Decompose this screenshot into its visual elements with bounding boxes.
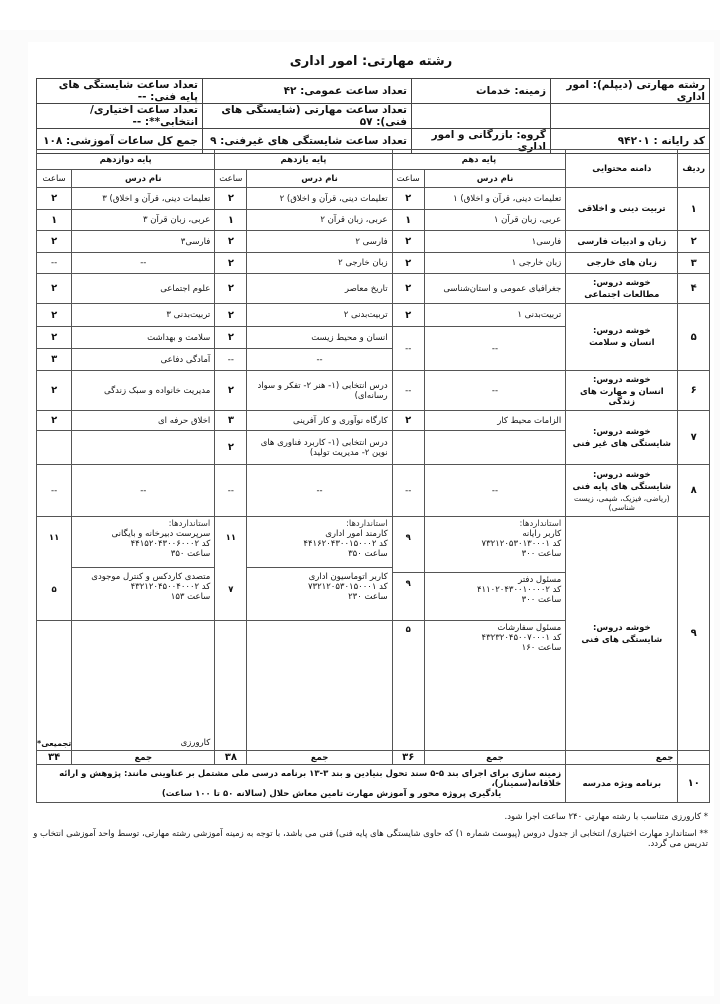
standard-name: کاربر رایانه bbox=[522, 529, 562, 539]
course-cell: آمادگی دفاعی bbox=[72, 349, 215, 371]
row-number: ۷ bbox=[678, 411, 710, 465]
course-cell: -- bbox=[424, 465, 565, 517]
standards-label: استانداردها: bbox=[519, 519, 562, 529]
hours-cell: ۲ bbox=[215, 253, 247, 274]
sum-label: جمع bbox=[566, 751, 678, 765]
course-cell: الزامات محیط کار bbox=[424, 411, 565, 431]
hours-cell: ۲ bbox=[37, 327, 72, 349]
hours-cell: -- bbox=[392, 371, 424, 411]
standard-name: متصدی کاردکس و کنترل موجودی bbox=[91, 572, 211, 582]
course-cell: تعلیمات دینی، قرآن و اخلاق) ۳ bbox=[72, 188, 215, 210]
hours-cell: ۲ bbox=[392, 274, 424, 304]
standard-name: مسئول سفارشات bbox=[497, 623, 562, 633]
standard-code: کد ۴۱۱۰۲۰۴۳۰۰۱۰۰۰۰۲ bbox=[476, 585, 562, 595]
hours-cell bbox=[392, 621, 424, 751]
course-cell: فارسی ۲ bbox=[247, 231, 392, 253]
course-cell: درس انتخابی (۱- کاربرد فناوری های نوین ۲- مدیریت تولید) bbox=[247, 431, 392, 465]
domain-line: خوشه دروس: bbox=[593, 277, 651, 288]
domain-cell bbox=[566, 274, 678, 304]
domain-line: خوشه دروس: bbox=[593, 326, 651, 336]
domain-cell bbox=[566, 465, 678, 517]
hours-header: ساعت bbox=[392, 170, 424, 188]
row-number: ۸ bbox=[678, 465, 710, 517]
hours-cell: ۱ bbox=[392, 210, 424, 231]
hours-cell: ۲ bbox=[215, 188, 247, 210]
row-number: ۲ bbox=[678, 231, 710, 253]
domain-cell: برنامه ویژه مدرسه bbox=[566, 765, 678, 803]
course-cell: کارورزی bbox=[72, 621, 215, 751]
sum-label: جمع bbox=[424, 751, 565, 765]
course-cell: -- bbox=[424, 327, 565, 371]
standard-code: کد ۷۳۲۱۲۰۵۳۰۱۳۰۰۰۱ bbox=[481, 539, 562, 549]
domain-line: شایستگی های غیر فنی bbox=[572, 438, 671, 449]
header-field: تعداد ساعت اختیاری/ انتخابی**: -- bbox=[37, 104, 203, 129]
hours-cell: -- bbox=[392, 327, 424, 371]
hours-cell: -- bbox=[392, 465, 424, 517]
footnote: ** استاندارد مهارت اختیاری/ انتخابی از جدول دروس (پیوست شماره ۱) که حاوی شایستگی های پایه فنی) فنی می باشد، با توجه به زمینه آموزشی رشته مهارتی، توسط واحد آموزشی انتخاب و تدریس می گردد. bbox=[33, 829, 708, 849]
domain-line: (ریاضی، فیزیک، شیمی، زیست شناسی) bbox=[573, 493, 670, 512]
course-cell: انسان و محیط زیست bbox=[247, 327, 392, 349]
domain-cell bbox=[566, 304, 678, 371]
hours-cell: ۲ bbox=[37, 231, 72, 253]
course-cell: سلامت و بهداشت bbox=[72, 327, 215, 349]
hours-value: ۵ bbox=[405, 625, 411, 635]
hours-cell: ۲ bbox=[37, 411, 72, 431]
col-header-domain: دامنه محتوایی bbox=[566, 150, 678, 188]
course-cell: تربیت‌بدنی ۱ bbox=[424, 304, 565, 327]
course-cell: فارسی۱ bbox=[424, 231, 565, 253]
row-number: ۳ bbox=[678, 253, 710, 274]
course-cell: تاریخ معاصر bbox=[247, 274, 392, 304]
domain-line: مطالعات اجتماعی bbox=[584, 289, 660, 300]
standard-code: کد ۴۳۲۱۲۰۴۵۰۰۴۰۰۰۲ bbox=[130, 582, 211, 592]
course-cell: مدیریت خانواده و سبک زندگی bbox=[72, 371, 215, 411]
sum-hours-grade12: ۳۴ bbox=[37, 751, 72, 765]
grade10-header: پایه دهم bbox=[392, 150, 566, 170]
course-cell: زبان خارجی ۱ bbox=[424, 253, 565, 274]
hours-cell bbox=[37, 517, 72, 621]
hours-value: ۱۱ bbox=[48, 533, 60, 543]
standard-cell bbox=[424, 517, 565, 573]
hours-value: ۷ bbox=[228, 585, 234, 595]
standard-cell bbox=[424, 621, 565, 751]
hours-value: ۹ bbox=[405, 533, 411, 543]
domain-cell: زبان های خارجی bbox=[566, 253, 678, 274]
standard-code: کد ۴۴۱۵۲۰۴۳۰۰۶۰۰۰۲ bbox=[130, 539, 211, 549]
grade11-header: پایه یازدهم bbox=[215, 150, 392, 170]
standard-hours: ساعت ۲۳۰ bbox=[348, 592, 388, 602]
hours-cell: -- bbox=[37, 253, 72, 274]
header-field: تعداد ساعت شایستگی های غیرفنی: ۹ bbox=[203, 129, 412, 154]
course-cell: -- bbox=[247, 465, 392, 517]
standard-hours: ساعت ۳۰۰ bbox=[521, 549, 562, 559]
standard-name: مسئول دفتر bbox=[518, 575, 562, 585]
course-cell: -- bbox=[424, 371, 565, 411]
standard-hours: ساعت ۳۵۰ bbox=[348, 549, 388, 559]
standard-name: کاربر اتوماسیون اداری bbox=[308, 572, 388, 582]
sum-hours-grade11: ۳۸ bbox=[215, 751, 247, 765]
course-cell: کارگاه نوآوری و کار آفرینی bbox=[247, 411, 392, 431]
standard-cell bbox=[424, 573, 565, 621]
course-cell: -- bbox=[247, 349, 392, 371]
hours-cell: ۳ bbox=[215, 411, 247, 431]
header-field: کد رایانه : ۹۴۲۰۱ bbox=[551, 129, 710, 154]
course-cell: جغرافیای عمومی و استان‌شناسی bbox=[424, 274, 565, 304]
header-field: رشته مهارتی (دیپلم): امور اداری bbox=[551, 79, 710, 104]
course-header: نام درس bbox=[72, 170, 215, 188]
domain-line: شایستگی های فنی bbox=[581, 634, 663, 645]
standard-cell bbox=[247, 517, 392, 621]
sum-label: جمع bbox=[72, 751, 215, 765]
header-field: تعداد ساعت عمومی: ۴۲ bbox=[203, 79, 412, 104]
row-number: ۵ bbox=[678, 304, 710, 371]
hours-value: ۹ bbox=[405, 579, 411, 589]
course-cell: عربی، زبان قرآن ۳ bbox=[72, 210, 215, 231]
course-cell: زبان خارجی ۲ bbox=[247, 253, 392, 274]
course-cell: درس انتخابی (۱- هنر ۲- تفکر و سواد رسانه‌ای) bbox=[247, 371, 392, 411]
hours-cell bbox=[215, 517, 247, 621]
standard-code: کد ۴۴۱۶۲۰۴۳۰۰۱۵۰۰۰۲ bbox=[303, 539, 388, 549]
header-field: جمع کل ساعات آموزشی: ۱۰۸ bbox=[37, 129, 203, 154]
top-bar bbox=[0, 0, 720, 30]
hours-cell bbox=[392, 517, 424, 573]
hours-header: ساعت bbox=[215, 170, 247, 188]
hours-value: ۵ bbox=[51, 585, 57, 595]
hours-cell: ۲ bbox=[392, 253, 424, 274]
grade12-header: پایه دوازدهم bbox=[37, 150, 215, 170]
hours-cell: ۲ bbox=[392, 304, 424, 327]
hours-cell: ۲ bbox=[37, 371, 72, 411]
row-number: ۱ bbox=[678, 188, 710, 231]
sum-hours-grade10: ۳۶ bbox=[392, 751, 424, 765]
domain-line: خوشه دروس: bbox=[593, 622, 651, 633]
hours-cell: -- bbox=[215, 465, 247, 517]
program-line: زمینه سازی برای اجرای بند ۵-۵ سند تحول بنیادین و بند ۳-۱۳ برنامه درسی ملی مشتمل بر عناوینی مانند: پژوهش و ارائه خلاقانه(سمینار)، bbox=[59, 768, 562, 789]
course-cell: تربیت‌بدنی ۲ bbox=[247, 304, 392, 327]
hours-cell: ۲ bbox=[215, 431, 247, 465]
standard-hours: ساعت ۱۵۳ bbox=[170, 592, 211, 602]
standard-hours: ساعت ۳۵۰ bbox=[170, 549, 211, 559]
domain-cell bbox=[566, 517, 678, 751]
row-number: ۶ bbox=[678, 371, 710, 411]
course-cell: -- bbox=[72, 465, 215, 517]
hours-cell bbox=[392, 573, 424, 621]
hours-cell: ۲ bbox=[37, 188, 72, 210]
course-cell: عربی، زبان قرآن ۱ bbox=[424, 210, 565, 231]
domain-line: شایستگی های پایه فنی bbox=[572, 481, 672, 492]
hours-cell: ۳ bbox=[37, 349, 72, 371]
standard-code: کد ۷۳۲۱۲۰۵۳۰۱۵۰۰۰۱ bbox=[307, 582, 388, 592]
hours-cell: تجمیعی* bbox=[37, 621, 72, 751]
standard-hours: ساعت ۳۰۰ bbox=[521, 595, 562, 605]
standards-label: استانداردها: bbox=[345, 519, 388, 529]
standard-hours: ساعت ۱۶۰ bbox=[521, 643, 562, 653]
header-info-table bbox=[36, 78, 710, 154]
course-cell: عربی، زبان قرآن ۲ bbox=[247, 210, 392, 231]
hours-cell: ۲ bbox=[215, 231, 247, 253]
hours-cell: ۱ bbox=[37, 210, 72, 231]
course-header: نام درس bbox=[247, 170, 392, 188]
header-field: گروه: بازرگانی و امور اداری bbox=[412, 129, 551, 154]
hours-cell: -- bbox=[215, 349, 247, 371]
row-number: ۴ bbox=[678, 274, 710, 304]
standard-name: سرپرست دبیرخانه و بایگانی bbox=[111, 529, 211, 539]
hours-cell: ۲ bbox=[392, 411, 424, 431]
curriculum-table bbox=[36, 149, 710, 803]
course-cell: فارسی۳ bbox=[72, 231, 215, 253]
hours-cell: ۲ bbox=[215, 371, 247, 411]
domain-cell bbox=[566, 371, 678, 411]
row-number: ۱۰ bbox=[678, 765, 710, 803]
col-header-row: ردیف bbox=[678, 150, 710, 188]
standard-code: کد ۴۳۲۳۲۰۴۵۰۰۷۰۰۰۱ bbox=[481, 633, 562, 643]
footnote: * کارورزی متناسب با رشته مهارتی ۲۴۰ ساعت اجرا شود. bbox=[504, 812, 708, 822]
domain-line: خوشه دروس: bbox=[593, 374, 651, 385]
course-cell: تعلیمات دینی، قرآن و اخلاق) ۱ bbox=[424, 188, 565, 210]
row-number: ۹ bbox=[678, 517, 710, 751]
hours-cell: -- bbox=[37, 465, 72, 517]
course-cell: علوم اجتماعی bbox=[72, 274, 215, 304]
header-field: تعداد ساعت مهارتی (شایستگی های فنی): ۵۷ bbox=[203, 104, 412, 129]
domain-line: خوشه دروس: bbox=[593, 469, 651, 480]
standard-name: کارمند امور اداری bbox=[325, 529, 388, 539]
course-cell: اخلاق حرفه ای bbox=[72, 411, 215, 431]
course-cell: -- bbox=[72, 253, 215, 274]
page-title: رشته مهارتی: امور اداری bbox=[289, 54, 453, 69]
domain-cell bbox=[566, 411, 678, 465]
domain-line: خوشه دروس: bbox=[593, 426, 651, 437]
course-cell: تعلیمات دینی، قرآن و اخلاق) ۲ bbox=[247, 188, 392, 210]
hours-cell: ۲ bbox=[215, 304, 247, 327]
hours-header: ساعت bbox=[37, 170, 72, 188]
course-cell: تربیت‌بدنی ۳ bbox=[72, 304, 215, 327]
hours-value: ۱۱ bbox=[225, 533, 237, 543]
hours-cell: ۲ bbox=[392, 231, 424, 253]
hours-cell: ۲ bbox=[215, 274, 247, 304]
hours-cell: ۲ bbox=[392, 188, 424, 210]
standard-cell bbox=[72, 517, 215, 621]
sum-label: جمع bbox=[247, 751, 392, 765]
domain-cell: تربیت دینی و اخلاقی bbox=[566, 188, 678, 231]
header-field: تعداد ساعت شایستگی های پایه فنی: -- bbox=[37, 79, 203, 104]
standards-label: استانداردها: bbox=[168, 519, 211, 529]
header-field: زمینه: خدمات bbox=[412, 79, 551, 104]
hours-cell: ۱ bbox=[215, 210, 247, 231]
hours-cell: ۲ bbox=[37, 304, 72, 327]
school-program-text bbox=[37, 765, 566, 803]
hours-cell: ۲ bbox=[215, 327, 247, 349]
course-header: نام درس bbox=[424, 170, 565, 188]
domain-line: انسان و سلامت bbox=[589, 338, 655, 348]
hours-cell: ۲ bbox=[37, 274, 72, 304]
domain-cell: زبان و ادبیات فارسی bbox=[566, 231, 678, 253]
domain-line: انسان و مهارت های زندگی bbox=[579, 386, 664, 407]
program-line: یادگیری پروژه محور و آموزش مهارت تامین معاش حلال (سالانه ۵۰ تا ۱۰۰ ساعت) bbox=[161, 788, 502, 799]
